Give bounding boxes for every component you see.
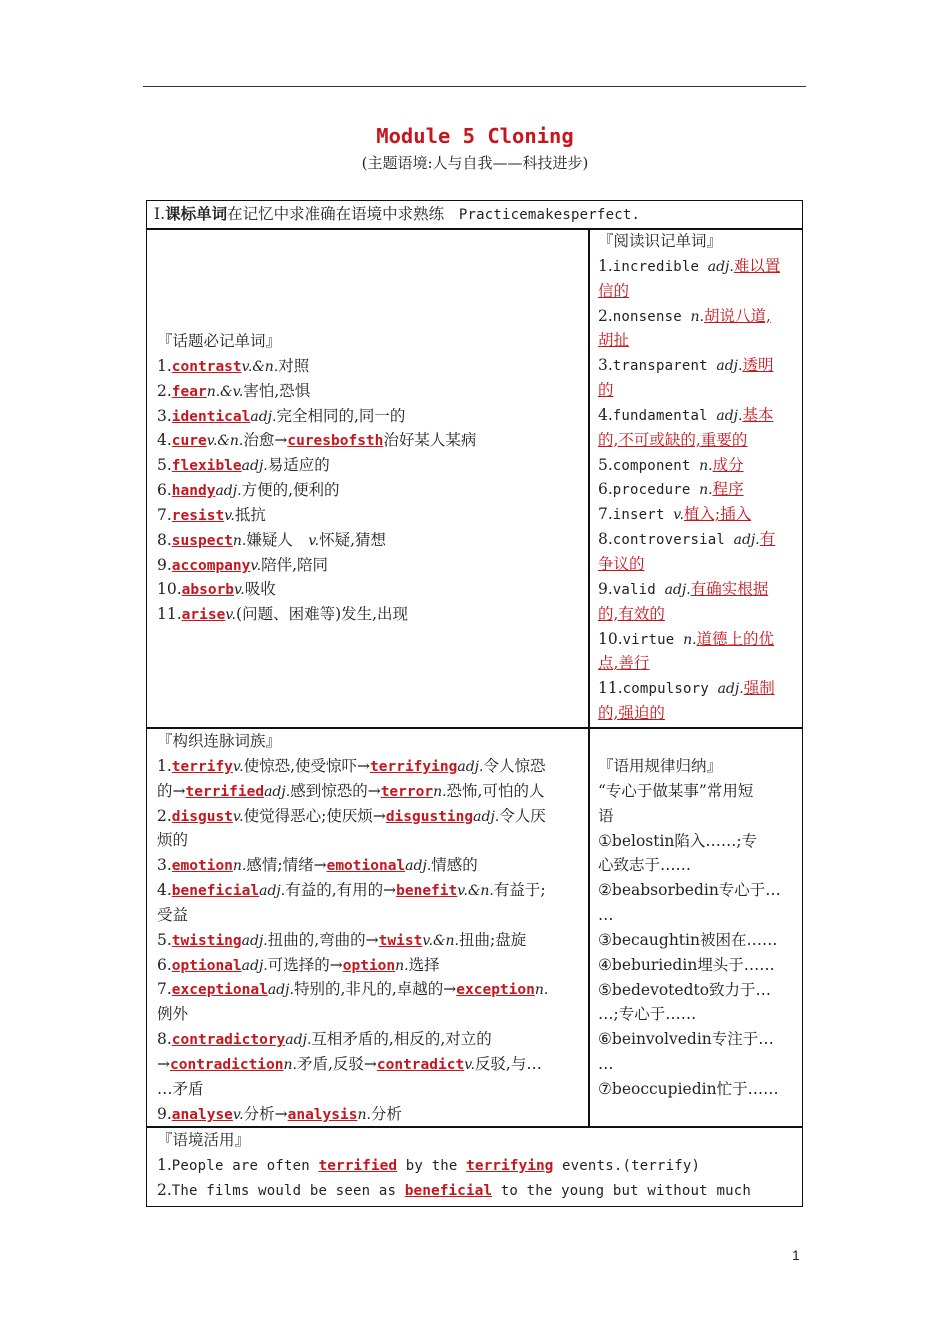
text: 使觉得恶心;使厌烦→: [243, 806, 386, 825]
answer-text: 争议的: [598, 554, 645, 573]
meaning-text: 方便的,便利的: [241, 481, 340, 500]
reading-word-line: [598, 651, 780, 676]
section-roman: Ⅰ.: [154, 205, 166, 223]
text: 特别的,非凡的,卓越的→: [293, 980, 457, 999]
page-subtitle: (主题语境:人与自我——科技进步): [361, 154, 589, 172]
answer-text: 植入;插入: [683, 505, 752, 524]
text: 烦的: [157, 831, 189, 850]
answer-text: emotion: [171, 858, 233, 875]
reading-words-heading: 『阅读识记单词』: [598, 232, 723, 250]
text: 2.: [598, 306, 613, 325]
word-family-line: [157, 878, 548, 903]
item-number: 1.: [157, 356, 172, 375]
word-family-line: [157, 903, 548, 928]
part-of-speech: n.: [232, 532, 247, 549]
part-of-speech: v.: [232, 758, 244, 775]
part-of-speech: n.: [283, 1056, 297, 1073]
answer-text: 点,善行: [598, 654, 650, 673]
text: 6.: [598, 480, 613, 499]
english-text: procedure: [612, 482, 700, 499]
word-family-line: [157, 853, 548, 878]
topic-word-item: [157, 404, 476, 429]
text: 8.: [598, 530, 613, 549]
answer-text: 强制: [743, 679, 775, 698]
part-of-speech: adj.: [717, 681, 744, 698]
text: 感情;情绪→: [246, 856, 327, 875]
usage-rule-line: ⑦beoccupiedin忙于……: [598, 1079, 779, 1098]
usage-rule-line: 心致志于……: [598, 856, 692, 875]
topic-word-item: [157, 354, 476, 379]
meaning-text: 治好某人某病: [383, 431, 477, 450]
meaning-text: 抵抗: [234, 505, 266, 524]
text: 8.: [157, 1030, 172, 1049]
word-family-line: [157, 779, 548, 804]
part-of-speech: adj.: [264, 783, 291, 800]
answer-text: exception: [456, 982, 535, 999]
part-of-speech: n.: [395, 957, 409, 974]
english-text: component: [612, 457, 700, 474]
part-of-speech: v.: [464, 1056, 475, 1073]
context-sentence: [157, 1153, 751, 1178]
part-of-speech: adj.: [215, 483, 242, 500]
answer-text: terrify: [171, 758, 233, 775]
text: 选择: [408, 955, 440, 974]
answer-text: 的: [598, 381, 614, 400]
meaning-text: 陪伴,陪同: [261, 555, 329, 574]
text: 1.: [157, 756, 172, 775]
part-of-speech: adj.: [267, 982, 294, 999]
answer-text: fear: [171, 383, 207, 400]
reading-word-line: [598, 254, 780, 279]
part-of-speech: v.&n.: [241, 358, 279, 375]
answer-text: absorb: [181, 582, 235, 599]
reading-word-line: [598, 403, 780, 428]
text: 6.: [157, 955, 172, 974]
page-title: Module 5 Cloning: [376, 124, 574, 148]
english-text: fundamental: [612, 407, 717, 424]
text: 恐怖,可怕的人: [446, 781, 545, 800]
text: →: [157, 1054, 170, 1073]
reading-word-line: [598, 453, 780, 478]
context-use-heading: 『语境活用』: [157, 1131, 251, 1149]
text: 例外: [157, 1005, 189, 1024]
topic-word-item: [157, 428, 476, 453]
answer-text: beneficial: [404, 1182, 493, 1199]
answer-text: 的,不可或缺的,重要的: [598, 430, 748, 449]
text: 2.: [157, 806, 172, 825]
page-number: 1: [792, 1247, 800, 1263]
usage-rule-line: …: [598, 906, 614, 925]
text: 情感的: [431, 856, 478, 875]
answer-text: flexible: [171, 458, 242, 475]
part-of-speech: n.: [357, 1106, 371, 1123]
answer-text: terror: [380, 783, 434, 800]
answer-text: analyse: [171, 1106, 233, 1123]
topic-word-item: [157, 379, 476, 404]
topic-word-item: [157, 553, 476, 578]
reading-word-line: [598, 701, 780, 726]
part-of-speech: adj.: [664, 581, 691, 598]
answer-text: accompany: [171, 557, 251, 574]
text: 9.: [598, 579, 613, 598]
answer-text: contradict: [376, 1056, 465, 1073]
usage-rule-line: …;专心于……: [598, 1005, 697, 1024]
answer-text: resist: [171, 507, 225, 524]
text: 有益的,有用的→: [285, 881, 397, 900]
usage-rule-line: ⑥beinvolvedin专注于…: [598, 1030, 774, 1049]
answer-text: identical: [171, 408, 251, 425]
english-text: nonsense: [612, 308, 691, 325]
reading-word-line: [598, 428, 780, 453]
text: 5.: [157, 930, 172, 949]
part-of-speech: adj.: [457, 758, 484, 775]
part-of-speech: v.: [234, 582, 245, 599]
item-number: 5.: [157, 456, 172, 475]
part-of-speech: v.: [232, 808, 244, 825]
item-number: 4.: [157, 431, 172, 450]
part-of-speech: adj.: [241, 458, 268, 475]
header-rule: [143, 86, 806, 87]
english-text: insert: [612, 507, 674, 524]
text: 的→: [157, 781, 186, 800]
part-of-speech: v.: [673, 507, 684, 524]
word-family-line: [157, 1027, 548, 1052]
answer-text: contradictory: [171, 1032, 286, 1049]
word-family-line: [157, 928, 548, 953]
usage-rule-line: “专心于做某事”常用短: [598, 781, 754, 800]
answer-text: analysis: [287, 1106, 358, 1123]
part-of-speech: adj.: [241, 932, 268, 949]
word-family-line: [157, 828, 548, 853]
section-heading-row: [146, 200, 803, 230]
text: 令人惊恐: [483, 756, 546, 775]
item-number: 9.: [157, 555, 172, 574]
topic-word-item: [157, 478, 476, 503]
part-of-speech: v.: [308, 532, 320, 549]
usage-rule-line: ①belostin陷入……;专: [598, 831, 758, 850]
usage-rules-cell: [588, 727, 803, 1128]
english-text: incredible: [612, 258, 708, 275]
answer-text: terrified: [185, 783, 265, 800]
text: 互相矛盾的,相反的,对立的: [311, 1030, 492, 1049]
text: 反驳,与…: [474, 1054, 542, 1073]
section-heading: 课标单词: [165, 204, 228, 223]
english-text: transparent: [612, 358, 717, 375]
answer-text: 胡说八道,: [703, 306, 771, 325]
reading-word-line: [598, 304, 780, 329]
english-text: The films would be seen as: [171, 1182, 405, 1199]
topic-word-item: [157, 577, 476, 602]
reading-word-line: [598, 502, 780, 527]
part-of-speech: n.: [433, 783, 447, 800]
reading-word-line: [598, 378, 780, 403]
text: 7.: [598, 505, 613, 524]
topic-word-item: [157, 602, 476, 627]
english-text: to the young but without much: [492, 1182, 751, 1199]
part-of-speech: v.&n.: [457, 883, 494, 900]
answer-text: 胡扯: [598, 331, 630, 350]
usage-rule-line: …: [598, 1055, 614, 1074]
answer-text: optional: [171, 957, 242, 974]
part-of-speech: v.&n.: [206, 433, 244, 450]
answer-text: disgust: [171, 808, 233, 825]
usage-rule-line: ③becaughtin被困在……: [598, 930, 778, 949]
english-text: virtue: [622, 631, 684, 648]
part-of-speech: adj.: [716, 407, 743, 424]
reading-word-line: [598, 279, 780, 304]
text: 扭曲;盘旋: [458, 930, 527, 949]
part-of-speech: n.: [232, 858, 247, 875]
word-family-line: [157, 953, 548, 978]
text: 1.: [157, 1155, 172, 1174]
item-number: 11.: [157, 605, 182, 624]
answer-text: cure: [171, 433, 207, 450]
answer-text: contrast: [171, 358, 242, 375]
topic-words-heading: 『话题必记单词』: [157, 332, 282, 350]
context-sentence: [157, 1178, 751, 1203]
text: 1.: [598, 256, 613, 275]
text: 令人厌: [499, 806, 546, 825]
answer-text: handy: [171, 483, 216, 500]
word-family-line: [157, 754, 548, 779]
part-of-speech: n.: [534, 982, 549, 999]
reading-word-line: [598, 552, 780, 577]
reading-word-line: [598, 577, 780, 602]
word-family-cell: [146, 727, 590, 1128]
answer-text: arise: [181, 607, 226, 624]
reading-words-cell: [588, 228, 803, 729]
answer-text: twisting: [171, 932, 242, 949]
meaning-text: 嫌疑人: [246, 530, 309, 549]
reading-word-line: [598, 527, 780, 552]
part-of-speech: adj.: [473, 808, 500, 825]
usage-rule-line: 语: [598, 806, 614, 825]
item-number: 6.: [157, 481, 172, 500]
meaning-text: 吸收: [244, 580, 276, 599]
answer-text: benefit: [396, 883, 458, 900]
english-text: valid: [612, 581, 665, 598]
text: 3.: [157, 856, 172, 875]
word-family-line: [157, 1052, 548, 1077]
english-text: by the: [397, 1157, 467, 1174]
answer-text: suspect: [171, 532, 233, 549]
item-number: 10.: [157, 580, 182, 599]
meaning-text: 完全相同的,同一的: [276, 406, 406, 425]
text: 感到惊恐的→: [290, 781, 381, 800]
english-text: People are often: [171, 1157, 319, 1174]
topic-words-cell: [146, 228, 590, 729]
answer-text: 程序: [712, 480, 744, 499]
answer-text: 的,有效的: [598, 604, 665, 623]
reading-word-line: [598, 353, 780, 378]
text: 分析: [370, 1104, 402, 1123]
english-text: controversial: [612, 532, 734, 549]
topic-words-list: [157, 329, 476, 627]
text: 受益: [157, 905, 189, 924]
answer-text: 成分: [712, 455, 744, 474]
answer-text: curesbofsth: [287, 433, 384, 450]
answer-text: 难以置: [733, 256, 781, 275]
part-of-speech: adj.: [733, 532, 760, 549]
context-use-cell: [146, 1126, 803, 1207]
word-family-line: [157, 977, 548, 1002]
reading-word-line: [598, 477, 780, 502]
part-of-speech: adj.: [707, 258, 734, 275]
part-of-speech: adj.: [250, 408, 277, 425]
usage-rule-line: ④beburiedin埋头于……: [598, 955, 775, 974]
part-of-speech: n.: [683, 631, 697, 648]
part-of-speech: v.&n.: [422, 932, 459, 949]
part-of-speech: n.: [699, 457, 713, 474]
topic-word-item: [157, 453, 476, 478]
text: 扭曲的,弯曲的→: [267, 930, 379, 949]
part-of-speech: adj.: [241, 957, 268, 974]
part-of-speech: adj.: [405, 858, 432, 875]
text: 分析→: [243, 1104, 288, 1123]
usage-rules-heading: 『语用规律归纳』: [598, 757, 723, 775]
english-text: events.(terrify): [553, 1157, 701, 1174]
answer-text: terrifying: [370, 758, 458, 775]
answer-text: disgusting: [385, 808, 474, 825]
item-number: 7.: [157, 505, 172, 524]
reading-word-line: [598, 328, 780, 353]
answer-text: emotional: [326, 858, 406, 875]
answer-text: 道德上的优: [696, 629, 775, 648]
meaning-text: 怀疑,猜想: [319, 530, 387, 549]
answer-text: 信的: [598, 281, 630, 300]
word-family-line: [157, 1102, 548, 1127]
part-of-speech: n.: [690, 308, 704, 325]
meaning-text: 对照: [278, 356, 310, 375]
answer-text: beneficial: [171, 883, 260, 900]
word-family-heading: 『构织连脉词族』: [157, 732, 282, 750]
topic-word-item: [157, 528, 476, 553]
reading-word-line: [598, 602, 780, 627]
word-family-line: [157, 804, 548, 829]
answer-text: terrifying: [466, 1157, 554, 1174]
part-of-speech: v.: [225, 607, 237, 624]
item-number: 2.: [157, 381, 172, 400]
text: 11.: [598, 679, 623, 698]
usage-rule-line: ⑤bedevotedto致力于…: [598, 980, 772, 999]
meaning-text: 治愈→: [243, 431, 288, 450]
word-family-line: [157, 1002, 548, 1027]
text: 可选择的→: [267, 955, 343, 974]
answer-text: twist: [378, 932, 423, 949]
answer-text: option: [342, 957, 396, 974]
part-of-speech: n.&v.: [206, 383, 244, 400]
reading-word-line: [598, 676, 780, 701]
part-of-speech: v.: [224, 507, 235, 524]
answer-text: 的,强迫的: [598, 704, 665, 723]
part-of-speech: n.: [699, 482, 713, 499]
english-text: compulsory: [622, 681, 718, 698]
text: 使惊恐,使受惊吓→: [243, 756, 371, 775]
answer-text: contradiction: [170, 1056, 284, 1073]
part-of-speech: adj.: [285, 1032, 312, 1049]
meaning-text: 害怕,恐惧: [243, 381, 311, 400]
part-of-speech: adj.: [716, 358, 743, 375]
section-motto: Practicemakesperfect.: [458, 207, 641, 223]
answer-text: 有确实根据: [690, 579, 769, 598]
answer-text: 基本: [742, 405, 774, 424]
text: 矛盾,反驳→: [296, 1054, 377, 1073]
item-number: 3.: [157, 406, 172, 425]
text: …矛盾: [157, 1079, 204, 1098]
text: 4.: [598, 405, 613, 424]
text: 10.: [598, 629, 623, 648]
section-tagline: 在记忆中求准确在语境中求熟练: [227, 205, 445, 223]
topic-word-item: [157, 503, 476, 528]
answer-text: 透明: [742, 356, 774, 375]
reading-word-line: [598, 627, 780, 652]
word-family-line: [157, 1077, 548, 1102]
usage-rule-line: ②beabsorbedin专心于…: [598, 881, 781, 900]
answer-text: exceptional: [171, 982, 268, 999]
meaning-text: 易适应的: [267, 456, 330, 475]
text: 7.: [157, 980, 172, 999]
answer-text: 有: [759, 530, 776, 549]
answer-text: terrified: [318, 1157, 398, 1174]
text: 9.: [157, 1104, 172, 1123]
text: 5.: [598, 455, 613, 474]
text: 4.: [157, 881, 172, 900]
text: 2.: [157, 1180, 172, 1199]
meaning-text: (问题、困难等)发生,出现: [236, 605, 409, 624]
item-number: 8.: [157, 530, 172, 549]
text: 有益于;: [493, 881, 546, 900]
text: 3.: [598, 356, 613, 375]
part-of-speech: v.: [232, 1106, 244, 1123]
part-of-speech: adj.: [259, 883, 286, 900]
part-of-speech: v.: [250, 557, 262, 574]
